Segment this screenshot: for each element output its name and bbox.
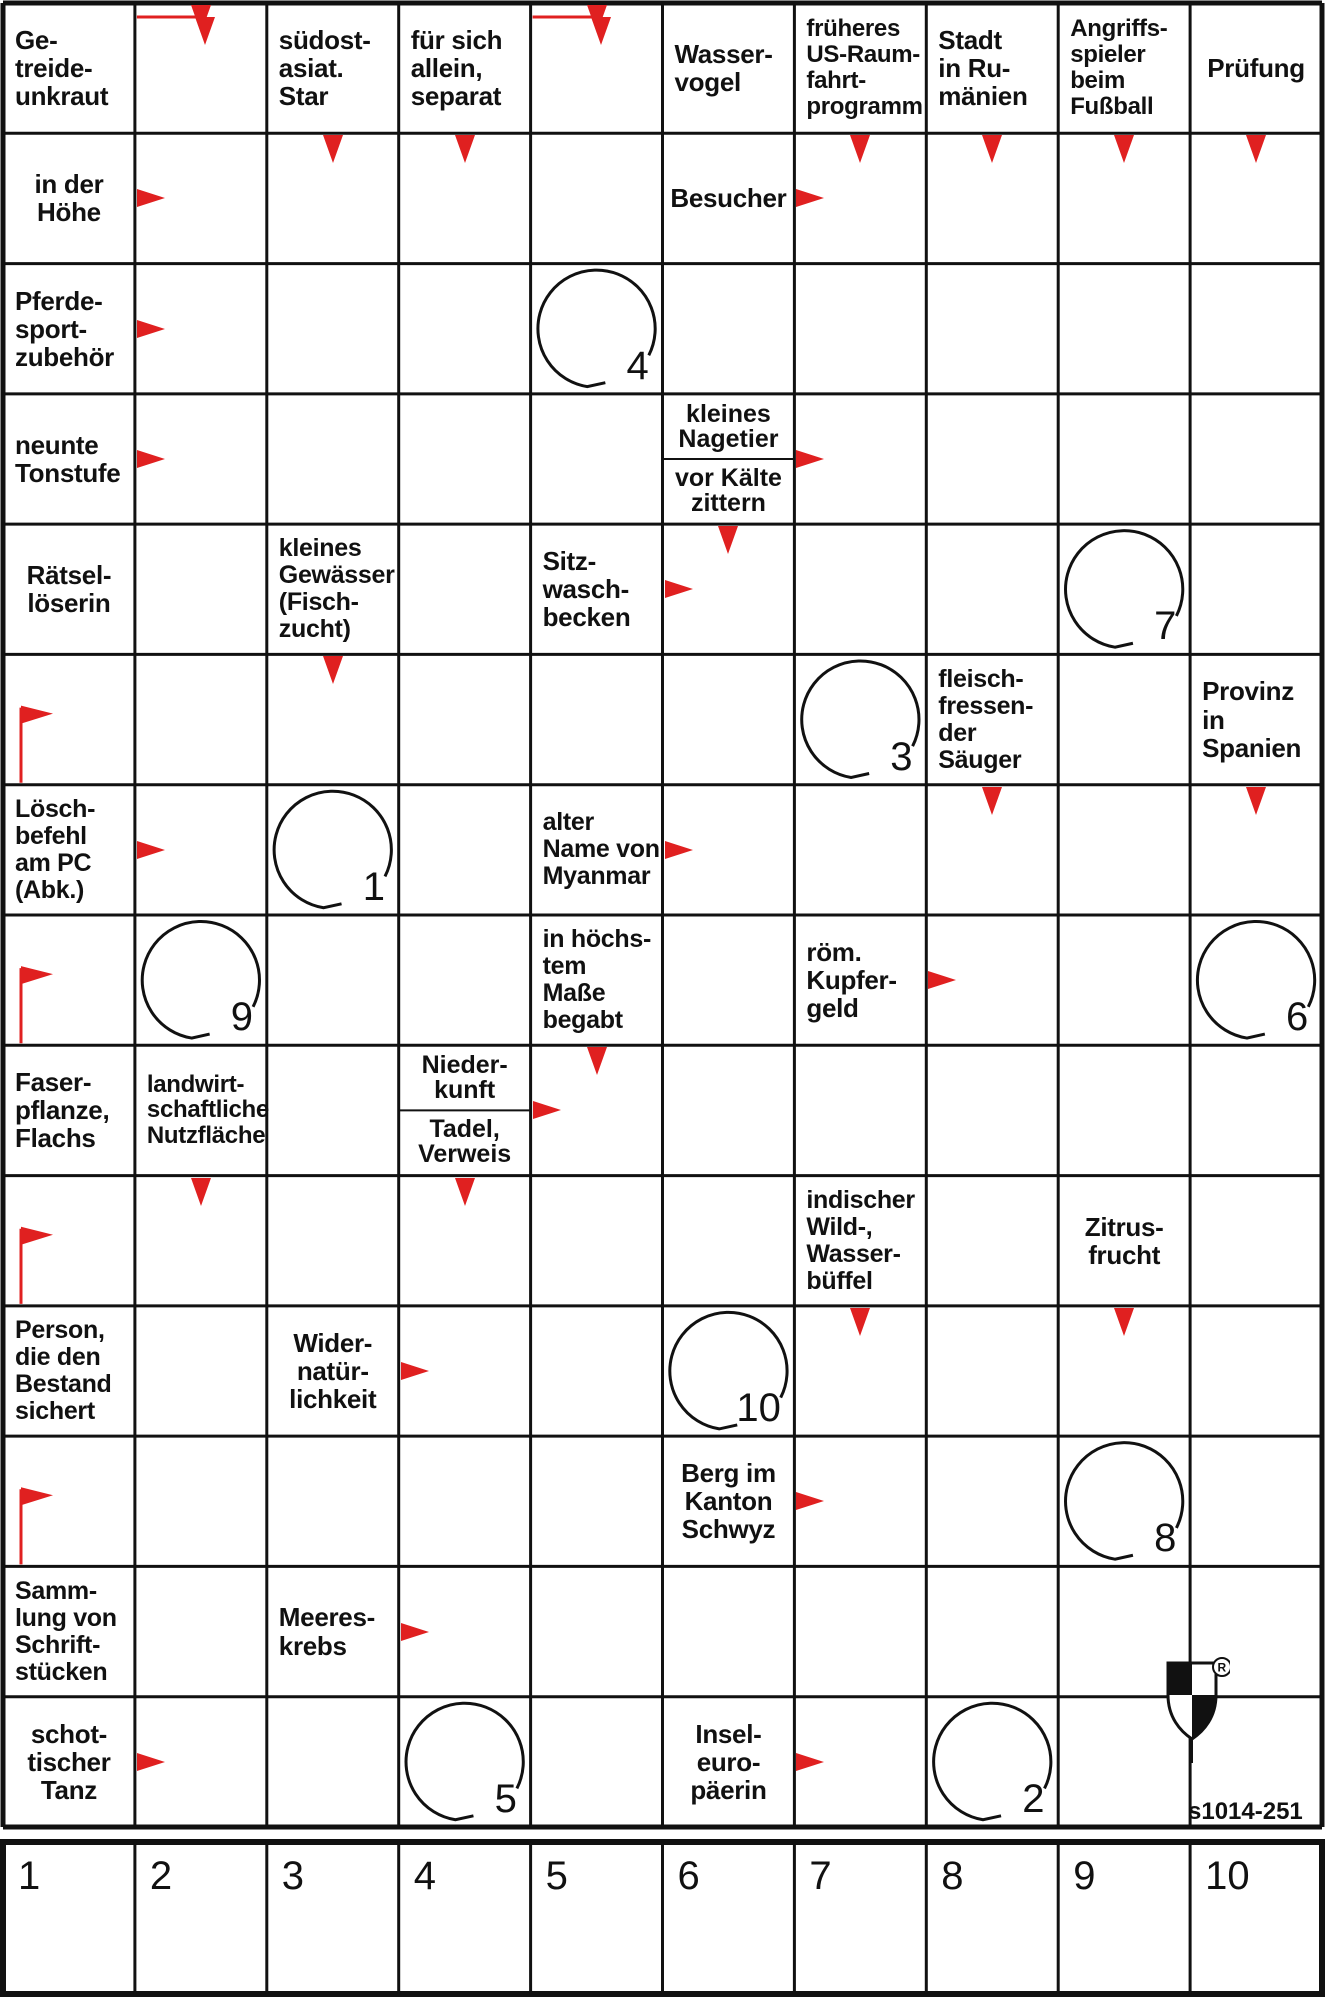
clue-cell: Besucher [670,183,787,214]
answer-cell[interactable] [1192,266,1320,392]
solution-row [0,1838,1325,2000]
solution-cell-number: 6 [677,1854,700,1898]
clue-cell: Rätsel- löserin [26,560,112,619]
solution-cell-number: 3 [281,1854,305,1898]
solution-cell[interactable] [797,1846,923,1990]
arrow-right-icon [137,841,165,859]
publisher-shield-icon [1160,1655,1230,1765]
answer-cell[interactable] [928,396,1056,522]
answer-cell[interactable] [269,1438,397,1564]
answer-cell[interactable] [137,1438,265,1564]
arrow-right-icon [796,1753,824,1771]
answer-cell[interactable] [269,1699,397,1825]
clue-cell: in höchs- tem Maße begabt [542,925,652,1035]
solution-index-label: 1 [362,865,385,909]
clue-cell: für sich allein, separat [410,25,503,112]
arrow-down-icon [455,135,475,163]
solution-cell-number: 1 [18,1854,41,1898]
arrow-down-icon [323,656,343,684]
answer-cell[interactable] [5,1178,133,1304]
answer-cell[interactable] [665,917,793,1043]
arrow-down-icon [591,17,611,45]
solution-index-label: 4 [626,343,649,388]
answer-cell[interactable] [137,1308,265,1434]
answer-cell[interactable] [1192,526,1320,652]
answer-cell[interactable] [137,656,265,782]
answer-cell[interactable] [1192,1047,1320,1173]
clue-cell: Wasser- vogel [674,39,773,98]
answer-cell[interactable] [269,1047,397,1173]
answer-cell[interactable] [1192,396,1320,522]
arrow-down-icon [587,1047,607,1075]
answer-cell[interactable] [533,1308,661,1434]
answer-cell[interactable] [401,656,529,782]
clue-cell: in der Höhe [34,169,104,228]
clue-cell-bottom: vor Kälte zittern [674,464,782,518]
solution-cell-number: 9 [1073,1854,1096,1898]
clue-cell: kleines Gewässer (Fisch- zucht) [278,534,395,644]
clue-cell: neunte Tonstufe [15,429,121,488]
answer-cell[interactable] [796,526,924,652]
answer-cell[interactable] [1192,1438,1320,1564]
answer-cell[interactable] [401,266,529,392]
clue-cell: Lösch- befehl am PC (Abk.) [15,794,96,904]
answer-cell[interactable] [665,1047,793,1173]
clue-cell: Person, die den Bestand sichert [15,1315,112,1425]
clue-cell-top: Nieder- kunft [421,1051,508,1105]
solution-index-label: 5 [494,1777,517,1821]
answer-cell[interactable] [928,526,1056,652]
solution-index-label: 7 [1154,604,1177,649]
answer-cell[interactable] [796,266,924,392]
answer-cell[interactable] [5,1438,133,1564]
solution-cell[interactable] [1061,1846,1187,1990]
solution-cell[interactable] [1193,1846,1319,1990]
answer-cell[interactable] [401,526,529,652]
arrow-down-icon [1246,787,1266,815]
answer-cell[interactable] [269,1178,397,1304]
solution-cell-number: 2 [149,1854,173,1898]
svg-text:R: R [1217,1660,1227,1675]
arrow-right-icon [137,450,165,468]
solution-cell[interactable] [534,1846,660,1990]
answer-cell[interactable] [928,1178,1056,1304]
answer-cell[interactable] [665,266,793,392]
answer-cell[interactable] [1192,1178,1320,1304]
clue-cell: fleisch- fressen- der Säuger [938,664,1034,774]
answer-cell[interactable] [269,266,397,392]
arrow-down-icon [1114,1308,1134,1336]
clue-cell: Ge- treide- unkraut [15,25,109,112]
arrow-right-icon [401,1362,429,1380]
arrow-right-icon [665,841,693,859]
answer-cell[interactable] [1060,917,1188,1043]
answer-cell[interactable] [796,1568,924,1694]
clue-cell: Prüfung [1207,53,1305,84]
clue-cell: früheres US-Raum- fahrt- programm [806,15,923,121]
answer-cell[interactable] [928,1308,1056,1434]
arrow-right-icon [665,580,693,598]
clue-cell: südost- asiat. Star [278,25,371,112]
answer-cell[interactable] [533,135,661,261]
arrow-down-icon [850,1308,870,1336]
answer-cell[interactable] [928,1047,1056,1173]
solution-cell-number: 8 [941,1854,964,1898]
answer-cell[interactable] [1060,656,1188,782]
answer-cell[interactable] [533,1568,661,1694]
arrow-down-icon [1114,135,1134,163]
answer-cell[interactable] [5,917,133,1043]
answer-cell[interactable] [269,396,397,522]
answer-cell[interactable] [928,1438,1056,1564]
answer-cell[interactable] [401,917,529,1043]
answer-cell[interactable] [928,1568,1056,1694]
answer-cell[interactable] [137,526,265,652]
clue-cell: Angriffs- spieler beim Fußball [1070,15,1168,121]
clue-cell: schot- tischer Tanz [27,1718,111,1805]
answer-cell[interactable] [796,787,924,913]
solution-index-label: 10 [736,1386,781,1431]
answer-cell[interactable] [533,396,661,522]
arrow-right-icon [796,189,824,207]
clue-cell: Wider- natür- lichkeit [289,1327,377,1415]
answer-cell[interactable] [401,1438,529,1564]
answer-cell[interactable] [401,396,529,522]
clue-cell: Zitrus- frucht [1084,1211,1164,1270]
arrow-right-icon [928,971,956,989]
solution-cell[interactable] [6,1846,132,1990]
clue-cell: Insel- euro- päerin [690,1718,767,1805]
clue-cell: indischer Wild-, Wasser- büffel [806,1185,915,1295]
arrow-down-icon [191,1178,211,1206]
answer-cell[interactable] [1192,1308,1320,1434]
answer-cell[interactable] [533,1178,661,1304]
solution-index-label: 9 [230,995,254,1040]
answer-cell[interactable] [1060,396,1188,522]
answer-cell[interactable] [928,266,1056,392]
arrow-down-icon [195,17,215,45]
solution-cell[interactable] [666,1846,792,1990]
answer-cell[interactable] [665,1178,793,1304]
answer-cell[interactable] [665,656,793,782]
clue-cell: Provinz in Spanien [1202,676,1302,763]
answer-cell[interactable] [1060,787,1188,913]
arrow-down-icon [1246,135,1266,163]
solution-cell[interactable] [138,1846,264,1990]
arrow-right-icon [137,1753,165,1771]
clue-cell: Pferde- sport- zubehör [15,285,115,372]
clue-cell: Samm- lung von Schrift- stücken [15,1576,117,1686]
answer-cell[interactable] [401,787,529,913]
answer-cell[interactable] [137,1568,265,1694]
solution-index-label: 3 [890,734,913,779]
arrow-down-icon [455,1178,475,1206]
arrow-right-icon [137,189,165,207]
clue-cell: Meeres- krebs [278,1602,375,1661]
clue-cell: röm. Kupfer- geld [806,937,897,1024]
arrow-down-icon [323,135,343,163]
answer-cell[interactable] [533,1438,661,1564]
solution-cell-number: 4 [413,1854,436,1898]
clue-cell: Berg im Kanton Schwyz [681,1458,776,1545]
solution-cell[interactable] [402,1846,528,1990]
answer-cell[interactable] [533,656,661,782]
solution-cell-number: 10 [1205,1854,1250,1898]
arrow-right-icon [796,450,824,468]
arrow-right-icon [401,1623,429,1641]
solution-index-label: 2 [1022,1777,1045,1821]
clue-cell: Sitz- wasch- becken [542,546,631,633]
arrow-down-icon [850,135,870,163]
arrow-right-icon [796,1492,824,1510]
arrow-right-icon [137,320,165,338]
answer-cell[interactable] [533,1699,661,1825]
puzzle-reference: s1014-251 [1188,1798,1303,1825]
clue-cell: Stadt in Ru- mänien [938,25,1028,112]
answer-cell[interactable] [1060,1047,1188,1173]
answer-cell[interactable] [5,656,133,782]
arrow-down-icon [718,526,738,554]
clue-cell: alter Name von Myanmar [542,808,660,891]
solution-cell[interactable] [929,1846,1055,1990]
answer-cell[interactable] [665,1568,793,1694]
solution-cell-number: 5 [545,1854,568,1898]
arrow-down-icon [982,787,1002,815]
clue-cell-top: kleines Nagetier [678,399,779,453]
clue-cell-bottom: Tadel, Verweis [418,1115,512,1169]
solution-cell[interactable] [270,1846,396,1990]
solution-index-label: 6 [1286,995,1309,1040]
arrow-right-icon [533,1101,561,1119]
answer-cell[interactable] [796,1047,924,1173]
solution-cell-number: 7 [809,1854,832,1898]
solution-index-label: 8 [1154,1516,1177,1561]
arrow-down-icon [982,135,1002,163]
clue-cell: landwirt- schaftliche Nutzfläche [146,1070,269,1150]
answer-cell[interactable] [269,917,397,1043]
clue-cell: Faser- pflanze, Flachs [15,1067,110,1154]
answer-cell[interactable] [1060,266,1188,392]
